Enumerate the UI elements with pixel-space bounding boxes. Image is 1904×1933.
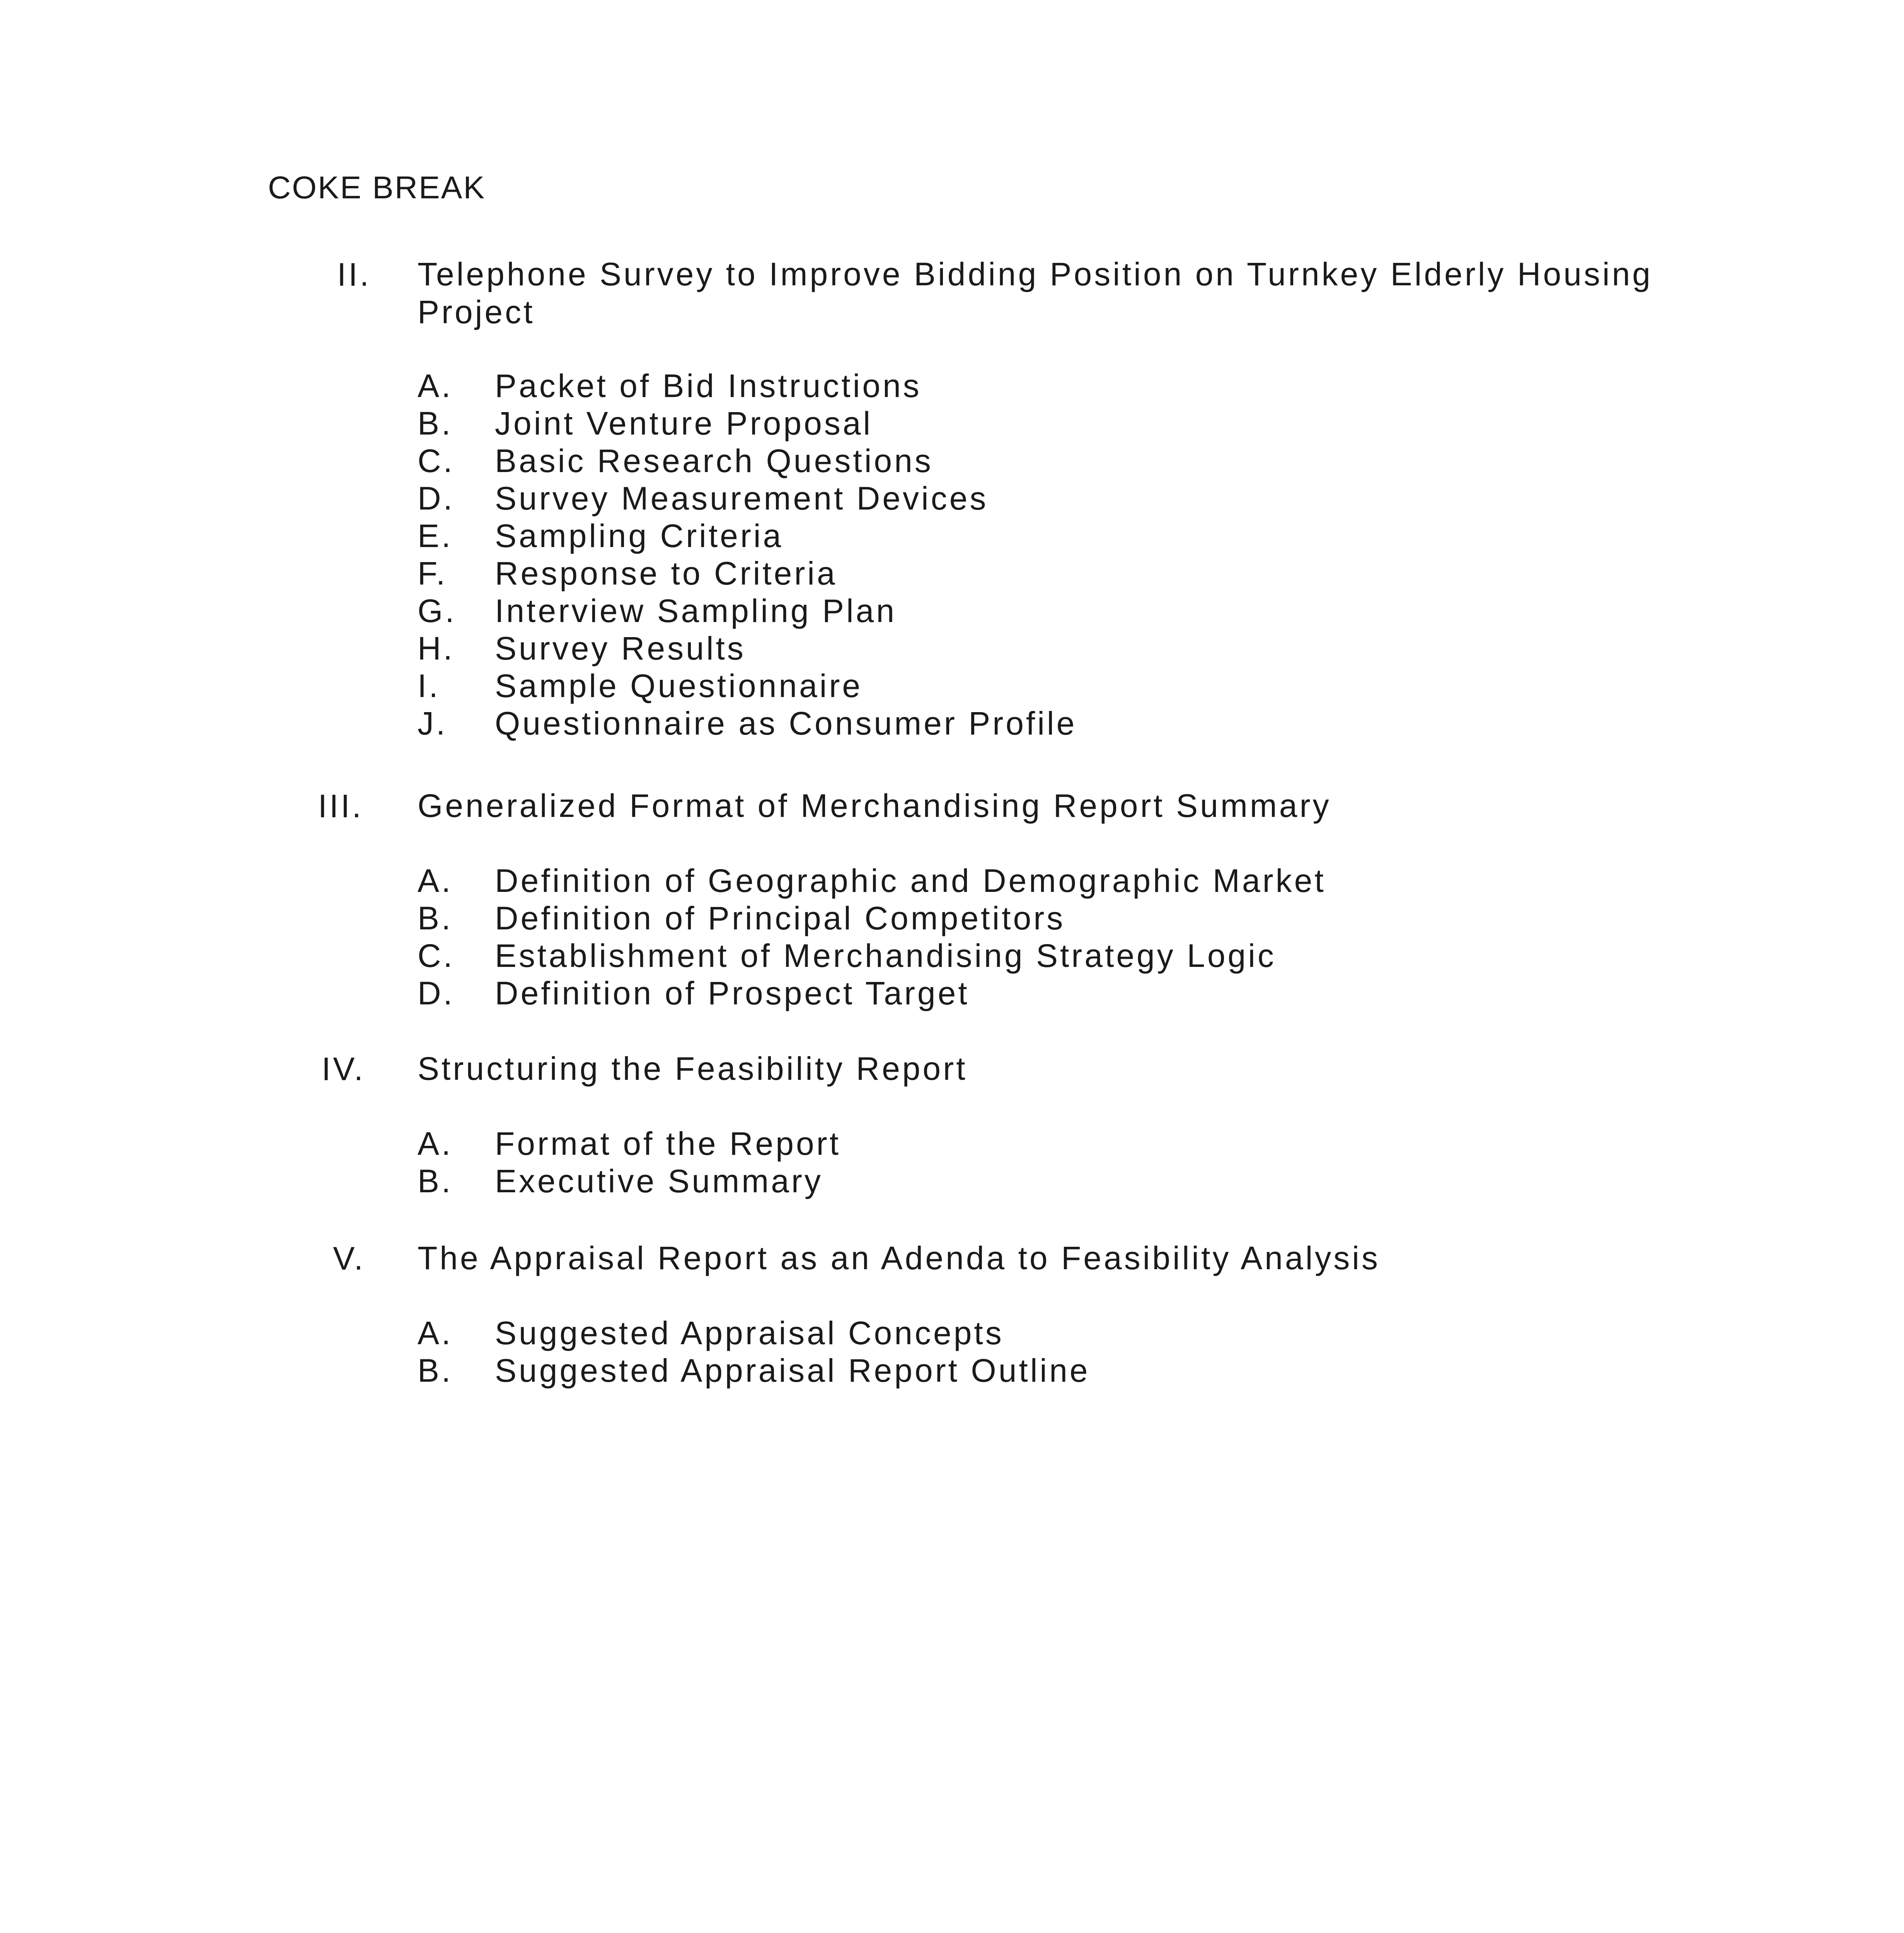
item-text: Definition of Prospect Target: [495, 975, 970, 1011]
item-letter: B.: [418, 1352, 453, 1389]
item-text: Definition of Principal Competitors: [495, 900, 1065, 936]
item-letter: D.: [418, 975, 455, 1011]
item-letter: G.: [418, 593, 457, 629]
item-letter: B.: [418, 1163, 453, 1199]
section-title: The Appraisal Report as an Adenda to Feasibility Analysis: [418, 1240, 1380, 1276]
item-letter: J.: [418, 705, 448, 741]
list-item: [418, 705, 1077, 742]
item-text: Format of the Report: [495, 1125, 841, 1162]
list-item: [418, 480, 1077, 517]
item-letter: B.: [418, 900, 453, 936]
item-letter: C.: [418, 443, 455, 479]
list-item: [418, 1352, 1090, 1389]
item-letter: H.: [418, 630, 455, 666]
item-text: Suggested Appraisal Concepts: [495, 1315, 1004, 1351]
item-letter: F.: [418, 555, 448, 591]
item-text: Sample Questionnaire: [495, 668, 863, 704]
list-item: [418, 405, 1077, 442]
item-text: Survey Results: [495, 630, 746, 666]
list-item: [418, 937, 1326, 975]
item-text: Sampling Criteria: [495, 518, 784, 554]
item-text: Response to Criteria: [495, 555, 837, 591]
item-text: Basic Research Questions: [495, 443, 933, 479]
list-item: [418, 1163, 841, 1200]
section-numeral: IV.: [322, 1051, 365, 1087]
item-text: Joint Venture Proposal: [495, 405, 873, 441]
item-letter: C.: [418, 938, 455, 974]
item-letter: D.: [418, 480, 455, 516]
list-item: [418, 862, 1326, 900]
page-header: COKE BREAK: [268, 170, 486, 205]
item-text: Suggested Appraisal Report Outline: [495, 1352, 1090, 1389]
list-item: [418, 900, 1326, 937]
list-item: [418, 975, 1326, 1012]
item-list: [418, 862, 1326, 1012]
section-title: Generalized Format of Merchandising Report Summary: [418, 788, 1331, 824]
item-letter: E.: [418, 518, 453, 554]
list-item: [418, 442, 1077, 480]
list-item: [418, 1125, 841, 1163]
item-text: Questionnaire as Consumer Profile: [495, 705, 1077, 741]
item-text: Packet of Bid Instructions: [495, 368, 922, 404]
item-list: [418, 1125, 841, 1200]
section-numeral: V.: [333, 1240, 365, 1277]
item-letter: A.: [418, 863, 453, 899]
section-numeral: III.: [318, 788, 363, 824]
item-letter: A.: [418, 1315, 453, 1351]
section-numeral: II.: [337, 256, 371, 293]
list-item: [418, 1314, 1090, 1352]
list-item: [418, 630, 1077, 667]
item-letter: I.: [418, 668, 440, 704]
list-item: [418, 555, 1077, 592]
item-text: Executive Summary: [495, 1163, 823, 1199]
item-list: [418, 1314, 1090, 1389]
item-letter: B.: [418, 405, 453, 441]
item-letter: A.: [418, 1125, 453, 1162]
item-list: [418, 367, 1077, 742]
list-item: [418, 517, 1077, 555]
item-text: Definition of Geographic and Demographic Market: [495, 863, 1326, 899]
section-title: Structuring the Feasibility Report: [418, 1050, 968, 1087]
item-text: Survey Measurement Devices: [495, 480, 989, 516]
list-item: [418, 592, 1077, 630]
item-text: Establishment of Merchandising Strategy Logic: [495, 938, 1276, 974]
section-title: Telephone Survey to Improve Bidding Position on Turnkey Elderly Housing Project: [418, 256, 1653, 330]
item-text: Interview Sampling Plan: [495, 593, 897, 629]
list-item: [418, 667, 1077, 705]
list-item: [418, 367, 1077, 405]
item-letter: A.: [418, 368, 453, 404]
